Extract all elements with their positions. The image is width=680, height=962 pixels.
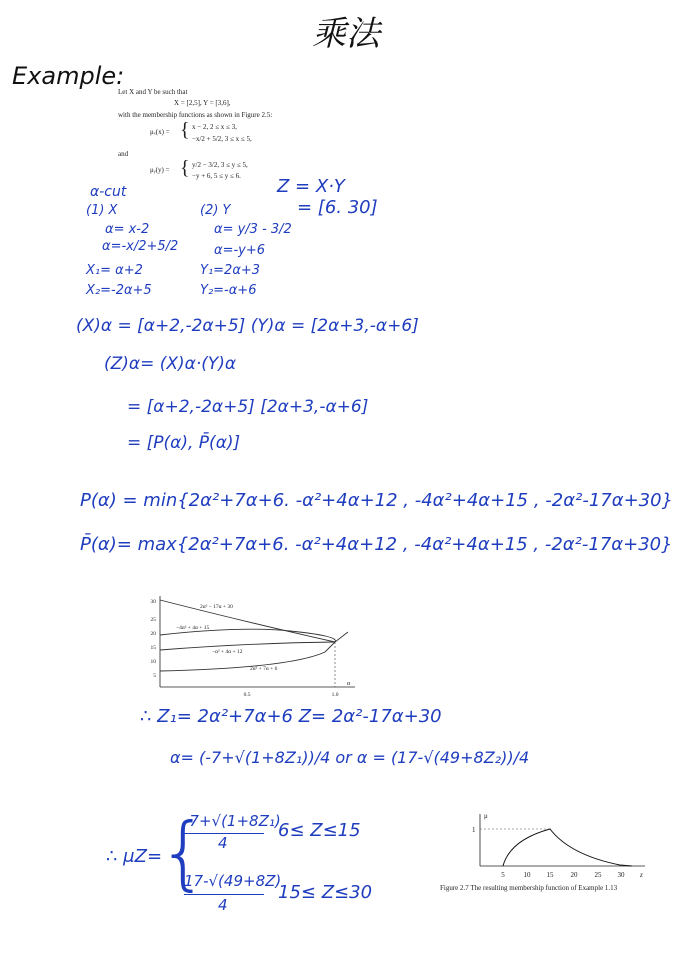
case1-denominator: 4 [218,834,228,852]
plot2-curve [503,829,632,866]
ytick-25: 25 [150,617,156,623]
curve-label-1: 2α² − 17α + 30 [200,604,233,610]
example-label: Example: [12,62,125,90]
plot1-yticks [151,599,157,679]
note-line1: (X)α = [α+2,-2α+5] (Y)α = [2α+3,-α+6] [76,316,419,336]
note-z-eq2: α= (-7+√(1+8Z₁))/4 or α = (17-√(49+8Z₂))/4 [170,748,530,767]
curve-label-3: −α² + 4α + 12 [212,649,243,655]
problem-and: and [118,150,129,158]
problem-intro: Let X and Y be such that [118,88,188,96]
membership-plot [440,810,665,890]
xtick-0.5: 0.5 [243,692,251,698]
plot2-axes [480,814,645,866]
case2-numerator: 17-√(49+8Z) [184,872,282,890]
plot2-ytick-1: 1 [472,826,476,834]
note-y4: Y₂=-α+6 [200,283,257,298]
case2-fraction-bar [184,894,264,895]
muy-brace: { [180,157,190,179]
note-x4: X₂=-2α+5 [86,283,152,298]
note-y3: Y₁=2α+3 [200,263,261,278]
note-x1: α= x-2 [105,222,150,237]
note-y1: α= y/3 - 3/2 [214,222,292,237]
curve-4a2-4a-15 [160,629,335,642]
plot1-xticks [244,692,339,698]
muy-line2: −y + 6, 5 ≤ y ≤ 6. [192,172,241,180]
xtick-30: 30 [617,871,625,879]
ytick-15: 15 [150,645,156,651]
curve-label-4: 2α² + 7α + 6 [250,666,278,672]
muy-line1: y/2 − 3/2, 3 ≤ y ≤ 5, [192,161,248,169]
ytick-20: 20 [150,631,156,637]
alpha-cut-plot [140,590,360,700]
case1-numerator: -7+√(1+8Z₁) [184,812,281,830]
note-line3: = [α+2,-2α+5] [2α+3,-α+6] [127,397,369,417]
plot1-xaxis-label: α [347,681,351,687]
curve-2a2-17a-30 [160,600,348,642]
note-z1: Z = X·Y [277,176,345,197]
note-alpha-cut: α-cut [90,184,127,200]
plot1-axes [160,596,355,687]
mux-line2: −x/2 + 5/2, 3 ≤ x ≤ 5, [192,135,252,143]
xtick-20: 20 [570,871,578,879]
plot2-ylabel: μ [484,812,488,820]
ytick-5: 5 [153,673,156,679]
muy-label: μᵧ(y) = [150,166,170,174]
note-x3: X₁= α+2 [86,263,143,278]
note-n2: (2) Y [200,203,231,218]
mux-line1: x − 2, 2 ≤ x ≤ 3, [192,123,237,131]
plot2-xlabel: z [640,871,643,879]
xtick-10: 10 [523,871,531,879]
xtick-1.0: 1.0 [331,692,339,698]
xtick-25: 25 [594,871,602,879]
xtick-15: 15 [546,871,554,879]
note-x2: α=-x/2+5/2 [102,239,179,254]
note-line4: = [P(α), P̄(α)] [127,433,241,453]
case2-range: 15≤ Z≤30 [278,882,373,903]
mux-brace: { [180,119,190,141]
plot1-curves [160,600,348,671]
note-n1: (1) X [86,203,118,218]
xtick-5: 5 [501,871,505,879]
mux-label: μₓ(x) = [150,128,170,136]
mu-brace: { [158,806,209,899]
problem-with: with the membership functions as shown in Figure 2.5: [118,111,273,119]
case2-denominator: 4 [218,896,228,914]
note-z-eq1: ∴ Z₁= 2α²+7α+6 Z= 2α²-17α+30 [140,706,442,727]
curve-a2-4a-12 [160,642,335,650]
note-p-max: P̄(α)= max{2α²+7α+6. -α²+4α+12 , -4α²+4α+15 , -2α²-17α+30} [80,534,673,555]
page-title: 乘法 [312,14,380,54]
ytick-30: 30 [150,599,156,605]
mu-z-label: ∴ μZ= [106,846,163,867]
note-line2: (Z)α= (X)α·(Y)α [104,354,237,374]
curve-label-2: −4α² + 4α + 15 [176,625,210,631]
ytick-10: 10 [150,659,156,665]
plot2-xticks [501,871,625,879]
case1-range: 6≤ Z≤15 [278,820,361,841]
note-p-min: P(α) = min{2α²+7α+6. -α²+4α+12 , -4α²+4α+15 , -2α²-17α+30} [80,490,674,511]
problem-sets: X = [2,5], Y = [3,6], [174,99,231,107]
curve-2a2-7a-6 [160,642,335,671]
note-z2: = [6. 30] [297,197,378,218]
figure-caption: Figure 2.7 The resulting membership function of Example 1.13 [440,884,618,892]
note-y2: α=-y+6 [214,243,266,258]
